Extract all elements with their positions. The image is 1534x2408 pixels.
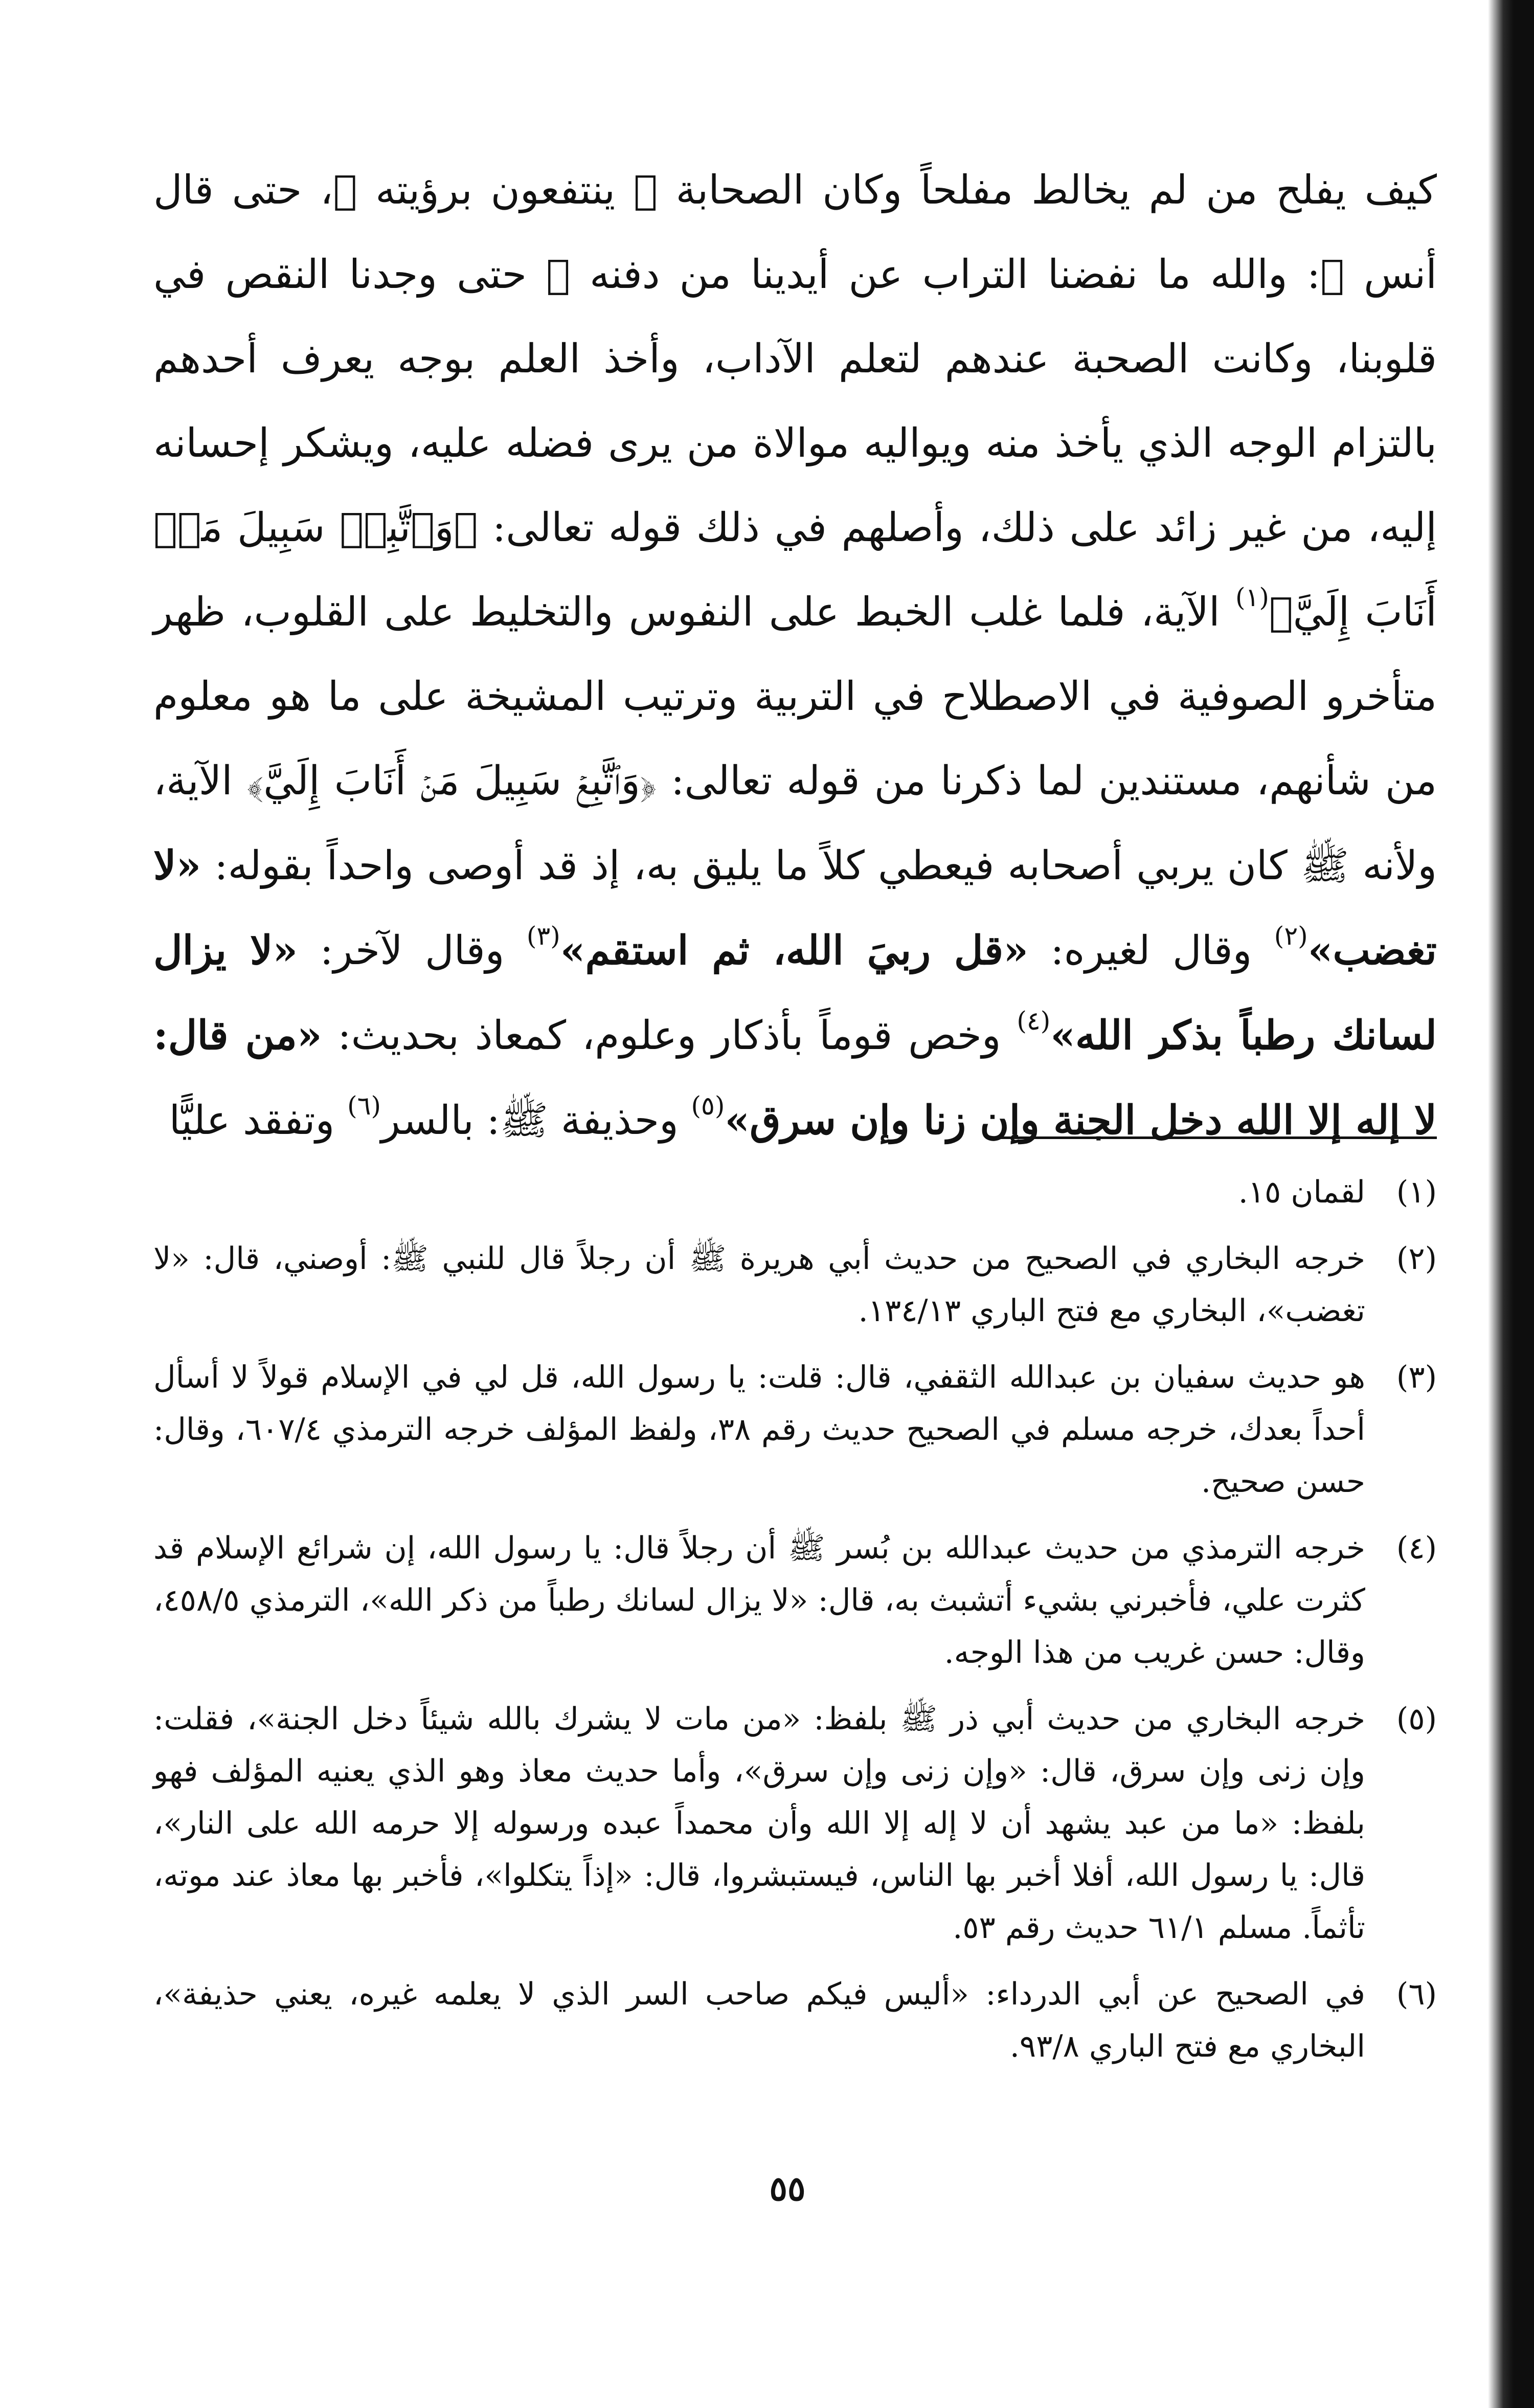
footnote-text: هو حديث سفيان بن عبدالله الثقفي، قال: قلت: يا رسول الله، قل لي في الإسلام قولاً لا أسأل أحداً بعدك، خرجه مسلم في الصحيح حديث رقم ٣٨، ولفظ المؤلف خرجه الترمذي ٦٠٧/٤، وقال: حسن صحيح. bbox=[153, 1359, 1365, 1500]
footnote-number: (٦) bbox=[1396, 1976, 1437, 2012]
footnotes bbox=[153, 1166, 1437, 2087]
page-number: ٥٥ bbox=[769, 2169, 806, 2209]
footnote-ref: (٦) bbox=[347, 1091, 381, 1121]
quran-verse: ﴿وَٱتَّبِعۡ سَبِيلَ مَنۡ أَنَابَ إِلَيَّ﴾ bbox=[247, 758, 657, 804]
footnote-text: خرجه البخاري في الصحيح من حديث أبي هريرة ﷺ أن رجلاً قال للنبي ﷺ: أوصني، قال: «لا تغضب»، البخاري مع فتح الباري ١٣٤/١٣. bbox=[153, 1241, 1365, 1329]
footnote-text: في الصحيح عن أبي الدرداء: «أليس فيكم صاحب السر الذي لا يعلمه غيره، يعني حذيفة»، البخاري مع فتح الباري ٩٣/٨. bbox=[153, 1976, 1365, 2064]
footnote-item bbox=[153, 1233, 1437, 1337]
footnote-number: (٥) bbox=[1396, 1701, 1437, 1737]
hadith-quote: «قل ربيَ الله، ثم استقم» bbox=[560, 927, 1028, 974]
footnote-item bbox=[153, 1968, 1437, 2072]
footnote-item bbox=[153, 1351, 1437, 1508]
footnote-item bbox=[153, 1522, 1437, 1679]
footnote-number: (١) bbox=[1396, 1174, 1437, 1210]
main-text-segment: وخص قوماً بأذكار وعلوم، كمعاذ بحديث: bbox=[337, 1013, 1001, 1059]
footnote-item bbox=[153, 1693, 1437, 1954]
main-text bbox=[153, 148, 1437, 1163]
footnote-number: (٢) bbox=[1396, 1241, 1437, 1277]
footnote-number: (٣) bbox=[1396, 1359, 1437, 1395]
main-text-segment: الآية، ولأنه ﷺ كان يربي أصحابه فيعطي كلاً ما يليق به، إذ قد أوصى واحداً بقوله: bbox=[153, 758, 1437, 889]
hadith-quote: «لا يزال لسانك رطباً بذكر الله» bbox=[153, 927, 1437, 1059]
footnote-text: خرجه الترمذي من حديث عبدالله بن بُسر ﷺ أن رجلاً قال: يا رسول الله، إن شرائع الإسلام قد كثرت علي، فأخبرني بشيء أتشبث به، قال: «لا يزال لسانك رطباً من ذكر الله»، الترمذي ٤٥٨/٥، وقال: حسن غريب من هذا الوجه. bbox=[153, 1530, 1365, 1670]
hadith-quote: «لا تغضب» bbox=[153, 842, 1437, 974]
footnote-ref: (٣) bbox=[526, 921, 560, 951]
footnote-number: (٤) bbox=[1396, 1530, 1437, 1566]
footnote-ref: (٥) bbox=[691, 1091, 725, 1121]
main-text-segment: وحذيفة ﷺ: بالسر bbox=[380, 1098, 679, 1144]
footnote-divider bbox=[997, 1136, 1437, 1139]
main-text-segment: الآية، فلما غلب الخبط على النفوس والتخليط على القلوب، ظهر متأخرو الصوفية في الاصطلاح في التربية وترتيب المشيخة على ما هو معلوم من شأنهم، مستندين لما ذكرنا من قوله تعالى: bbox=[153, 589, 1437, 804]
footnote-ref: (٢) bbox=[1274, 921, 1308, 951]
main-text-segment: وقال لآخر: bbox=[320, 928, 505, 974]
main-paragraph bbox=[153, 148, 1437, 1163]
scan-edge-shadow bbox=[1488, 0, 1534, 2408]
footnote-ref: (١) bbox=[1235, 583, 1269, 612]
footnote-ref: (٤) bbox=[1017, 1006, 1051, 1036]
main-text-segment: كيف يفلح من لم يخالط مفلحاً وكان الصحابة ﷺ ينتفعون برؤيته ﷺ، حتى قال أنس ﷺ: والله ما نفضنا التراب عن أيدينا من دفنه ﷺ حتى وجدنا النقص في قلوبنا، وكانت الصحبة عندهم لتعلم الآداب، وأخذ العلم بوجه يعرف أحدهم بالتزام الوجه الذي يأخذ منه ويواليه موالاة من يرى فضله عليه، ويشكر إحسانه إليه، من غير زائد على ذلك، وأصلهم في ذلك قوله تعالى: bbox=[153, 167, 1437, 551]
main-text-segment: وقال لغيره: bbox=[1050, 928, 1252, 974]
footnote-text: خرجه البخاري من حديث أبي ذر ﷺ بلفظ: «من مات لا يشرك بالله شيئاً دخل الجنة»، فقلت: وإن زنى وإن سرق، قال: «وإن زنى وإن سرق»، وأما حديث معاذ وهو الذي يعنيه المؤلف فهو بلفظ: «ما من عبد يشهد أن لا إله إلا الله وأن محمداً عبده ورسوله إلا حرمه الله على النار»، قال: يا رسول الله، أفلا أخبر بها الناس، فيستبشروا، قال: «إذاً يتكلوا»، فأخبر بها معاذ عند موته، تأثماً. مسلم ٦١/١ حديث رقم ٥٣. bbox=[153, 1701, 1365, 1946]
footnote-text: لقمان ١٥. bbox=[1238, 1174, 1365, 1210]
footnote-item bbox=[153, 1166, 1437, 1218]
main-text-segment: وتفقد عليًّا bbox=[169, 1098, 335, 1144]
hadith-quote: «من قال: لا إله إلا الله دخل الجنة وإن زنا وإن سرق» bbox=[153, 1012, 1437, 1144]
quran-verse: ﴿وَٱتَّبِعۡ سَبِيلَ مَنۡ أَنَابَ إِلَيَّ﴾ bbox=[153, 505, 1437, 635]
